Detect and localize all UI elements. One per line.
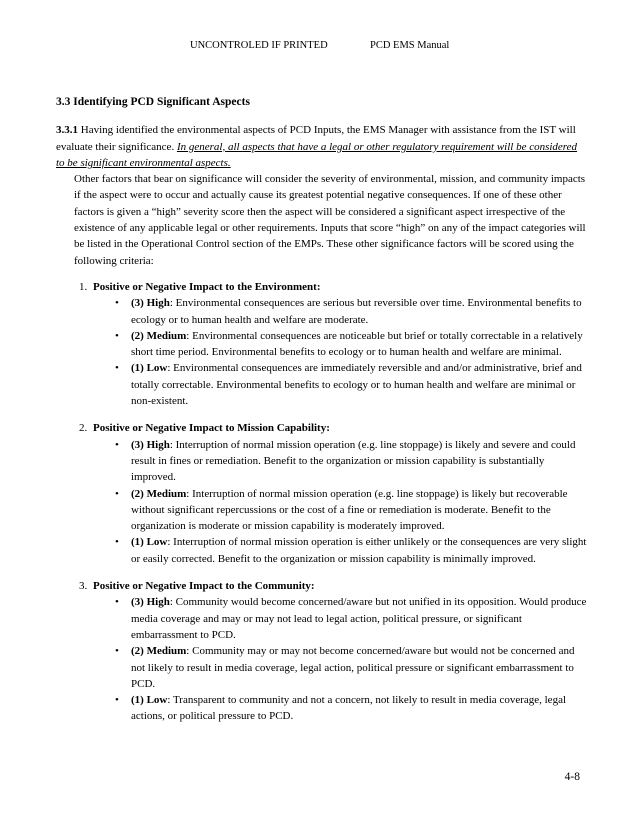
criterion-title: Positive or Negative Impact to the Environment: xyxy=(93,280,321,293)
criterion-number: 3. xyxy=(79,580,88,593)
paragraph-number: 3.3.1 xyxy=(56,124,78,137)
criteria-list xyxy=(56,279,588,725)
list-item: • (3) High: Environmental consequences are serious but reversible over time. Environmental benefits to ecology or to human health and welfare are moderate. xyxy=(115,297,582,326)
criterion-title: Positive or Negative Impact to Mission Capability: xyxy=(93,422,330,435)
bullet-icon: • xyxy=(115,694,119,707)
paragraph-underlined: In general, all aspects that have a legal or other regulatory requirement will be considered to be significant environmental aspects. xyxy=(56,140,578,169)
criterion-title: Positive or Negative Impact to the Community: xyxy=(93,580,315,593)
bullet-icon: • xyxy=(115,645,119,658)
header-uncontrolled: UNCONTROLED IF PRINTED xyxy=(190,40,328,51)
header-manual-title: PCD EMS Manual xyxy=(370,40,450,51)
criterion-number: 1. xyxy=(79,280,88,293)
paragraph-text-1: Having identified the environmental aspects of PCD Inputs, the EMS Manager with assistance from the IST will evaluate their significance. xyxy=(56,124,576,153)
list-item: • (1) Low: Environmental consequences are immediately reversible and and/or administrative, brief and totally correctable. Environmental benefits to ecology or to human health and welfare are minimal or non-existent. xyxy=(115,362,582,408)
list-item: • (3) High: Interruption of normal mission operation (e.g. line stoppage) is likely and severe and could result in fines or remediation. Benefit to the organization or mission capability is substantially improved. xyxy=(115,438,576,484)
paragraph-3-3-1 xyxy=(56,122,588,269)
bullet-icon: • xyxy=(115,596,119,609)
bullet-icon: • xyxy=(115,438,119,451)
paragraph-text-2: Other factors that bear on significance will consider the severity of environmental, mission, and community impacts if the aspect were to occur and actually cause its greatest potential negative consequences. If one of these other factors is given a “high” severity score then the aspect will be considered a significant aspect irrespective of the existence of any applicable legal or other requirements. Inputs that score “high” on any of the impact categories will be listed in the Operational Control section of the EMPs. These other significance factors will be scored using the following criteria: xyxy=(74,173,586,267)
bullet-icon: • xyxy=(115,536,119,549)
criterion-community xyxy=(56,578,588,725)
criterion-environment xyxy=(56,279,588,409)
bullet-icon: • xyxy=(115,329,119,342)
list-item: • (1) Low: Transparent to community and not a concern, not likely to result in media coverage, legal actions, or political pressure to PCD. xyxy=(115,694,567,723)
section-title: 3.3 Identifying PCD Significant Aspects xyxy=(56,96,250,108)
page-number: 4-8 xyxy=(564,771,580,783)
list-item: • (2) Medium: Interruption of normal mission operation (e.g. line stoppage) is likely but recoverable without significant repercussions or the cost of a fine or remediation is moderate. Benefit to the organization is moderate or mission capability is moderately improved. xyxy=(115,487,568,533)
page-content xyxy=(56,94,588,736)
criterion-number: 2. xyxy=(79,422,88,435)
bullet-icon: • xyxy=(115,362,119,375)
list-item: • (2) Medium: Environmental consequences are noticeable but brief or totally correctable in a relatively short time period. Environmental benefits to ecology or to human health and welfare are minimal. xyxy=(115,329,583,359)
bullet-icon: • xyxy=(115,487,119,500)
list-item: • (3) High: Community would become concerned/aware but not unified in its opposition. Would produce media coverage and may or may not lead to legal action, political pressure, or significant embarrassment to PCD. xyxy=(115,596,587,641)
criterion-mission xyxy=(56,420,588,567)
list-item: • (2) Medium: Community may or may not become concerned/aware but would not be concerned and not likely to result in media coverage, legal action, political pressure or significant embarrassment to PCD. xyxy=(115,645,575,690)
list-item: • (1) Low: Interruption of normal mission operation is either unlikely or the consequences are very slight or easily corrected. Benefit to the organization or mission capability is minimally improved. xyxy=(115,536,587,565)
bullet-icon: • xyxy=(115,297,119,310)
